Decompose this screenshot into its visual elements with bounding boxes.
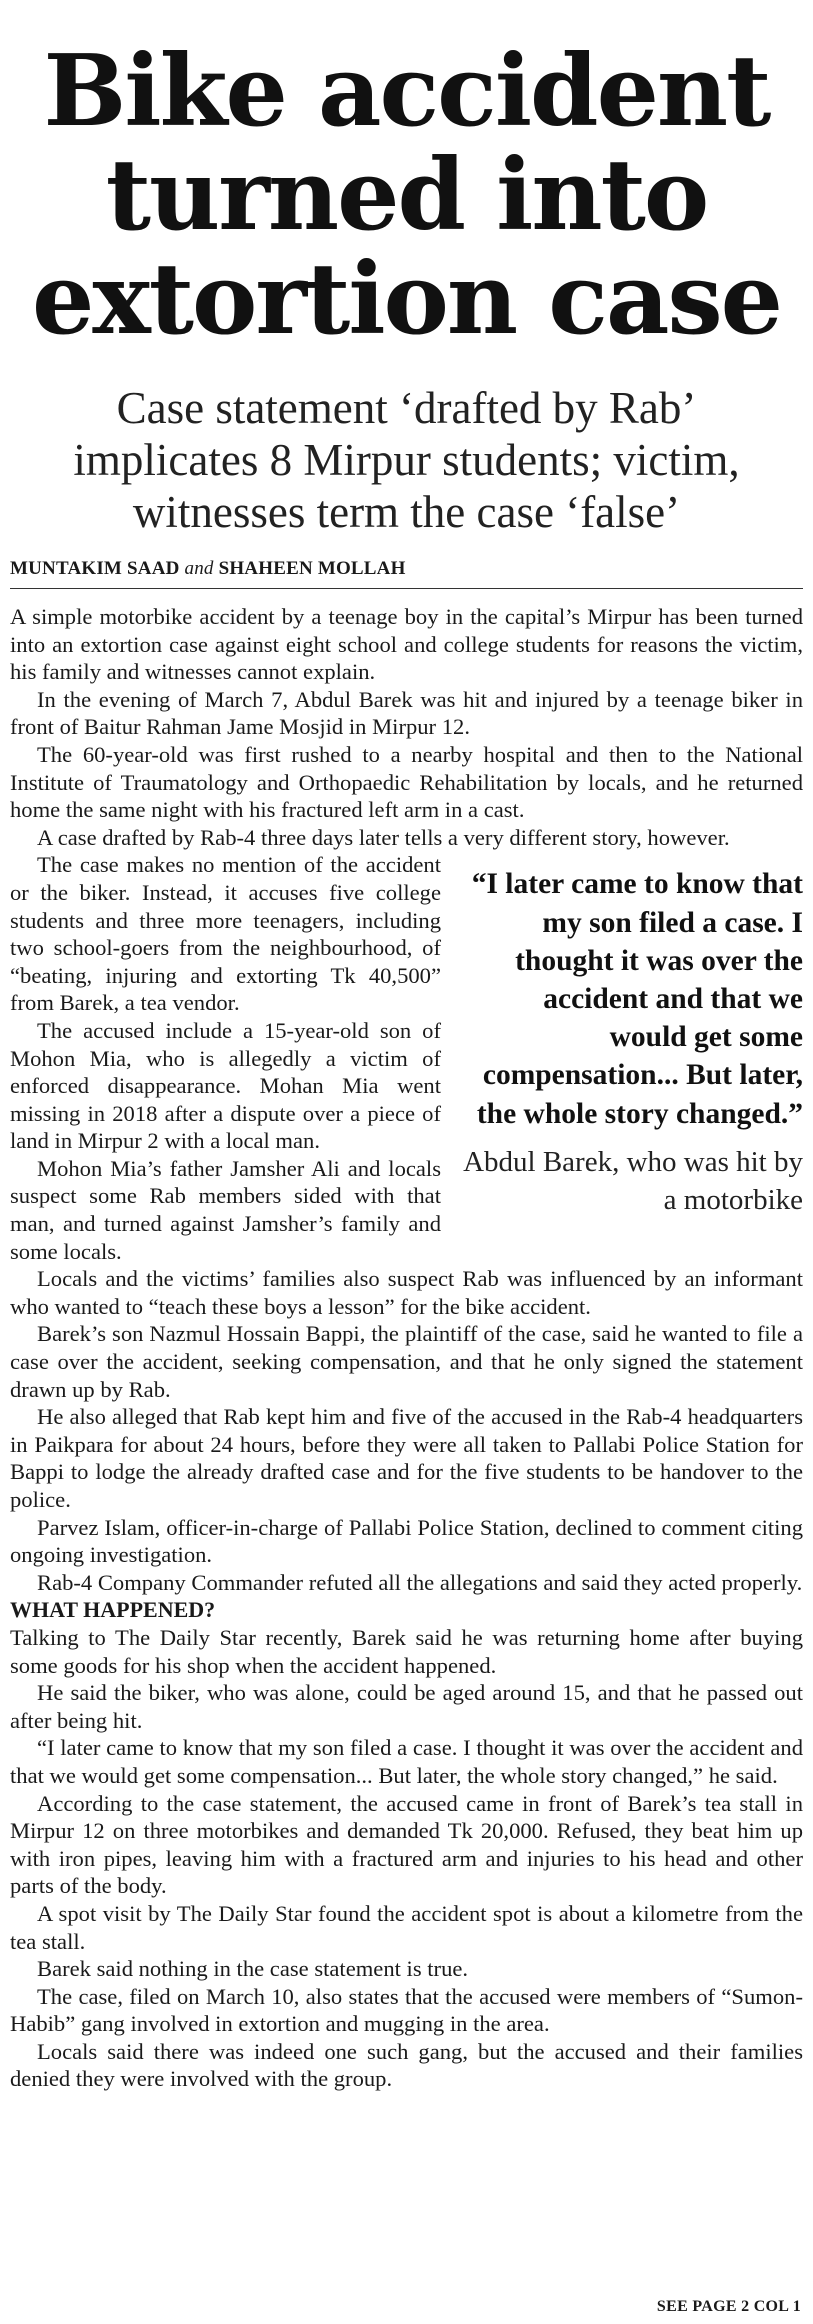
byline — [10, 558, 803, 589]
byline-author-2: SHAHEEN MOLLAH — [218, 558, 406, 579]
paragraph-3: The 60-year-old was first rushed to a nearby hospital and then to the National Institute of Traumatology and Orthopaedic Rehabilitation by locals, and he returned home the same night with his fractured left arm in a cast. — [10, 741, 803, 823]
paragraph-17: A spot visit by The Daily Star found the accident spot is about a kilometre from the tea stall. — [10, 1900, 803, 1954]
paragraph-15: “I later came to know that my son filed a case. I thought it was over the accident and that we would get some compensation... But later, the whole story changed,” he said. — [10, 1735, 803, 1788]
paragraph-10: He also alleged that Rab kept him and five of the accused in the Rab-4 headquarters in Paikpara for about 24 hours, before they were all taken to Pallabi Police Station for Bappi to lodge the already drafted case and for the five students to be handover to the police. — [10, 1404, 803, 1512]
pull-quote-attribution: Abdul Barek, who was hit by a motorbike — [463, 1145, 803, 1216]
article-page — [0, 34, 813, 2324]
headline-line-2: turned into — [105, 138, 708, 253]
paragraph-20: Locals said there was indeed one such gang, but the accused and their families denied they were involved with the group. — [10, 2038, 803, 2092]
deck-line-2: implicates 8 Mirpur students; victim, — [73, 435, 740, 485]
paragraph-8: Locals and the victims’ families also suspect Rab was influenced by an informant who wanted to “teach these boys a lesson” for the bike accident. — [10, 1266, 803, 1319]
headline-line-3: extortion case — [32, 242, 781, 357]
headline — [10, 34, 803, 357]
section-subhead: WHAT HAPPENED? — [10, 1597, 216, 1623]
paragraph-2: In the evening of March 7, Abdul Barek was hit and injured by a teenage biker in front of Baitur Rahman Jame Mosjid in Mirpur 12. — [10, 686, 803, 740]
article-body — [10, 603, 803, 2093]
paragraph-1: A simple motorbike accident by a teenage boy in the capital’s Mirpur has been turned into an extortion case against eight school and college students for reasons the victim, his family and witnesses cannot explain. — [10, 604, 803, 685]
headline-line-1: Bike accident — [43, 34, 770, 149]
paragraph-6: The accused include a 15-year-old son of Mohon Mia, who is allegedly a victim of enforced disappearance. Mohan Mia went missing in 2018 after a dispute over a piece of land in Mirpur 2 with a local man. — [10, 1017, 441, 1154]
pull-quote-text: “I later came to know that my son filed a case. I thought it was over the accident and that we would get some compensation... But later, the whole story changed.” — [471, 868, 803, 1130]
paragraph-11: Parvez Islam, officer-in-charge of Pallabi Police Station, declined to comment citing ongoing investigation. — [10, 1514, 803, 1568]
paragraph-19: The case, filed on March 10, also states that the accused were members of “Sumon-Habib” gang involved in extortion and mugging in the area. — [10, 1983, 803, 2037]
paragraph-9: Barek’s son Nazmul Hossain Bappi, the plaintiff of the case, said he wanted to file a case over the accident, seeking compensation, and that he only signed the statement drawn up by Rab. — [10, 1321, 803, 1402]
continued-jump-link[interactable]: SEE PAGE 2 COL 1 — [656, 2298, 801, 2315]
paragraph-5: The case makes no mention of the accident or the biker. Instead, it accuses five college students and three more teenagers, including two school-goers from the neighbourhood, of “beating, injuring and extorting Tk 40,500” from Barek, a tea vendor. — [10, 852, 441, 1016]
deck-line-3: witnesses term the case ‘false’ — [132, 487, 681, 537]
paragraph-16: According to the case statement, the accused came in front of Barek’s tea stall in Mirpur 12 on three motorbikes and demanded Tk 20,000. Refused, they beat him up with iron pipes, leaving him with a fractured arm and injuries to his head and other parts of the body. — [10, 1790, 803, 1899]
deck-line-1: Case statement ‘drafted by Rab’ — [116, 383, 697, 433]
paragraph-4: A case drafted by Rab-4 three days later tells a very different story, however. — [37, 824, 730, 850]
paragraph-13: Talking to The Daily Star recently, Barek said he was returning home after buying some goods for his shop when the accident happened. — [10, 1624, 803, 1678]
paragraph-7: Mohon Mia’s father Jamsher Ali and locals suspect some Rab members sided with that man, and turned against Jamsher’s family and some locals. — [10, 1155, 441, 1264]
paragraph-12: Rab-4 Company Commander refuted all the allegations and said they acted properly. — [37, 1569, 803, 1595]
paragraph-18: Barek said nothing in the case statement is true. — [37, 1956, 469, 1982]
paragraph-14: He said the biker, who was alone, could be aged around 15, and that he passed out after being hit. — [10, 1680, 803, 1733]
subheadline-deck — [10, 382, 803, 538]
byline-author-1: MUNTAKIM SAAD — [10, 558, 180, 579]
pull-quote — [463, 865, 803, 1218]
byline-conjunction: and — [184, 558, 214, 579]
